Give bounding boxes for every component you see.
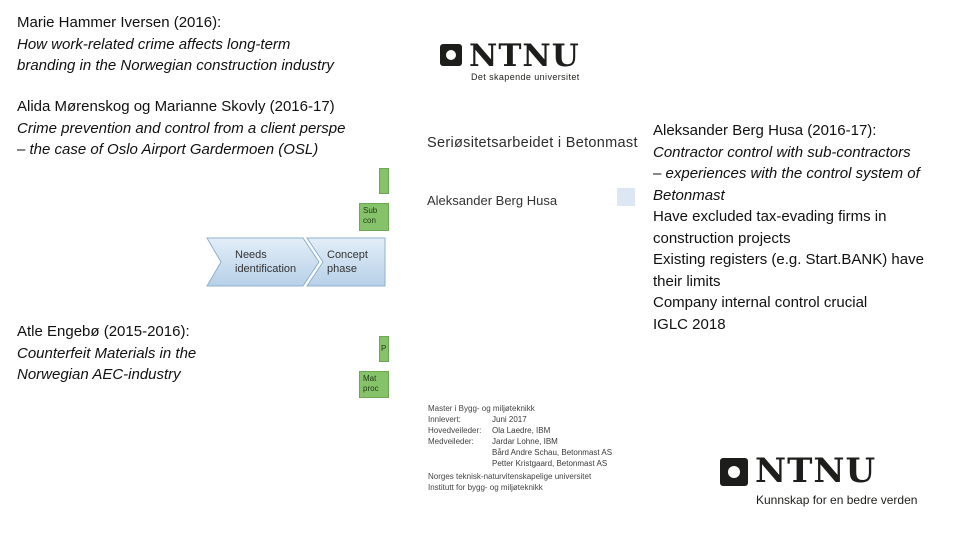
ntnu-logo-bottom-tagline: Kunnskap for en bedre verden <box>756 493 918 507</box>
thesis-morenskog-title-line1: Crime prevention and control from a client perspe <box>17 119 346 137</box>
thesis-husa-title-line2: – experiences with the control system of <box>653 165 920 182</box>
thesis-engebo-title-line1: Counterfeit Materials in the <box>17 344 197 362</box>
chevron-label-concept <box>327 248 368 276</box>
thesis-iversen-heading: Marie Hammer Iversen (2016): <box>17 14 222 31</box>
cover-author: Aleksander Berg Husa <box>427 193 558 208</box>
thesis-husa-title-line3: Betonmast <box>653 186 725 204</box>
cover-meta-supervisor-label: Hovedveileder: <box>428 426 482 435</box>
green-box-sub <box>359 203 389 231</box>
ntnu-logo-bottom <box>718 451 918 510</box>
green-bar-top <box>379 168 389 194</box>
ntnu-logo-bottom-wordmark: NTNU <box>755 451 877 491</box>
cover-meta-university: Norges teknisk-naturvitenskapelige universitet <box>428 472 592 481</box>
green-box-sub-line1: Sub <box>363 206 378 215</box>
thesis-iversen <box>17 12 397 77</box>
thesis-morenskog-title-line2: – the case of Oslo Airport Gardermoen (OSL) <box>17 141 319 158</box>
cover-meta-department: Institutt for bygg- og miljøteknikk <box>428 483 543 492</box>
thesis-morenskog-heading: Alida Mørenskog og Marianne Skovly (2016-17) <box>17 98 335 115</box>
thesis-engebo-title-line2: Norwegian AEC-industry <box>17 366 181 383</box>
finding-line5: Company internal control crucial <box>653 294 868 311</box>
cover-meta-cosupervisor-2: Bård Andre Schau, Betonmast AS <box>492 448 613 457</box>
finding-line1: Have excluded tax-evading firms in <box>653 208 887 225</box>
chevron-label-concept-line2: phase <box>327 263 357 275</box>
ntnu-logo-top <box>438 40 588 86</box>
chevron-label-needs <box>235 248 296 276</box>
thesis-husa <box>653 120 953 335</box>
cover-meta <box>428 404 648 494</box>
ntnu-logo-top-mark-icon <box>440 44 462 66</box>
thesis-morenskog-skovly <box>17 96 385 161</box>
cover-title: Seriøsitetsarbeidet i Betonmast <box>427 135 638 151</box>
cover-meta-cosupervisor-label: Medveileder: <box>428 437 474 446</box>
cover-meta-cosupervisor-value: Jardar Lohne, IBM <box>492 437 558 446</box>
cover-meta-program: Master i Bygg- og miljøteknikk <box>428 404 535 413</box>
cover-meta-supervisor-value: Ola Laedre, IBM <box>492 426 551 435</box>
chevron-label-needs-line2: identification <box>235 263 297 275</box>
green-box-mat <box>359 371 389 398</box>
finding-line4: their limits <box>653 272 721 290</box>
ntnu-logo-top-tagline: Det skapende universitet <box>471 72 580 82</box>
cover-meta-cosupervisor-3: Petter Kristgaard, Betonmast AS <box>492 459 608 468</box>
green-box-p <box>379 336 389 362</box>
thesis-iversen-title-line1: How work-related crime affects long-term <box>17 35 291 53</box>
green-box-p-line1: P <box>381 344 387 353</box>
green-box-sub-line2: con <box>363 216 376 225</box>
finding-line3: Existing registers (e.g. Start.BANK) have <box>653 251 924 268</box>
cover-meta-submitted-value: Juni 2017 <box>492 415 527 424</box>
cover-blue-square <box>617 188 635 206</box>
thesis-husa-title-line1: Contractor control with sub-contractors <box>653 143 911 161</box>
chevron-label-concept-line1: Concept <box>327 249 368 261</box>
finding-line2: construction projects <box>653 229 791 247</box>
thesis-husa-heading: Aleksander Berg Husa (2016-17): <box>653 122 877 139</box>
green-box-mat-line1: Mat <box>363 374 377 383</box>
cover-meta-submitted-label: Innlevert: <box>428 415 461 424</box>
conference-label: IGLC 2018 <box>653 315 726 333</box>
ntnu-logo-top-wordmark: NTNU <box>469 38 580 74</box>
thesis-engebo-heading: Atle Engebø (2015-2016): <box>17 323 190 340</box>
thesis-iversen-title-line2: branding in the Norwegian construction industry <box>17 57 334 74</box>
green-box-mat-line2: proc <box>363 384 379 393</box>
thesis-engebo <box>17 321 317 386</box>
chevron-label-needs-line1: Needs <box>235 249 267 261</box>
ntnu-logo-bottom-mark-icon <box>720 458 748 486</box>
